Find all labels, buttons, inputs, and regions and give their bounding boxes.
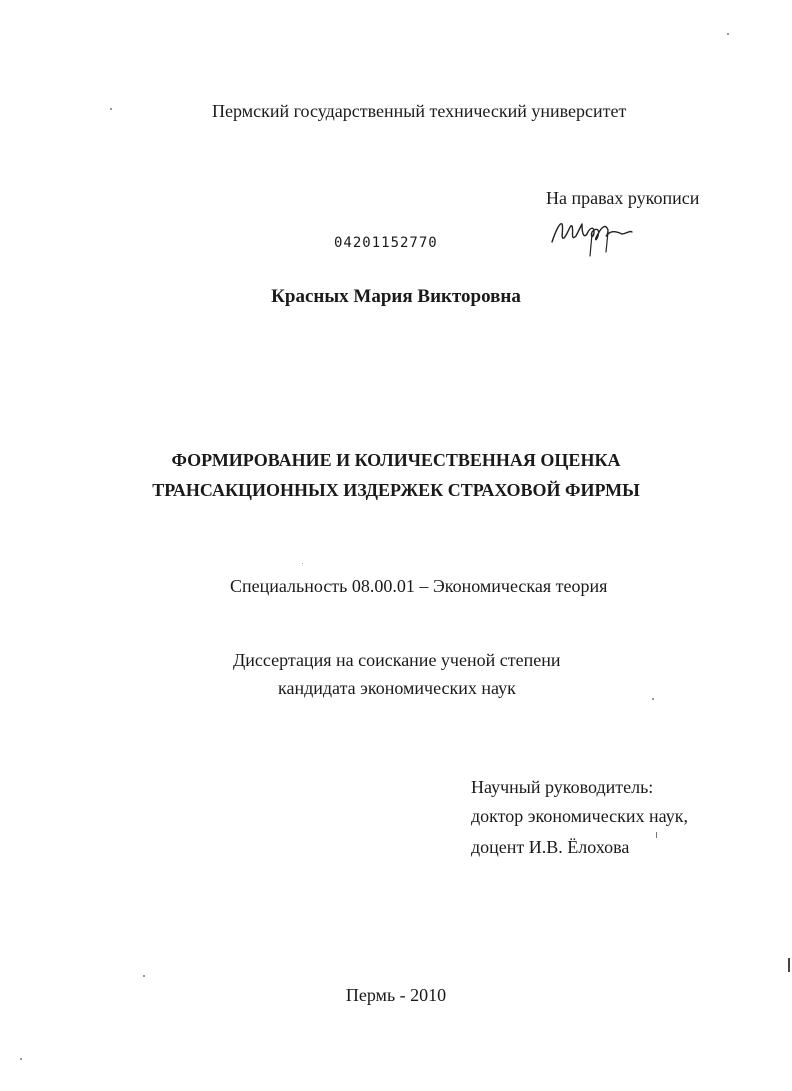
- scan-speck: [652, 698, 654, 700]
- scan-speck: [110, 108, 112, 110]
- university-name: Пермский государственный технический университет: [212, 101, 627, 121]
- scan-speck: [302, 563, 303, 564]
- author-name: Красных Мария Викторовна: [271, 286, 521, 307]
- registration-code: 04201152770: [334, 235, 438, 251]
- dissertation-title-line-2: ТРАНСАКЦИОННЫХ ИЗДЕРЖЕК СТРАХОВОЙ ФИРМЫ: [152, 480, 640, 500]
- manuscript-rights-note: На правах рукописи: [546, 188, 700, 208]
- scan-speck: [143, 975, 145, 977]
- supervisor-name: доцент И.В. Ёлохова: [471, 837, 630, 857]
- specialty: Специальность 08.00.01 – Экономическая теория: [230, 576, 608, 596]
- supervisor-label: Научный руководитель:: [471, 777, 654, 797]
- scan-speck: [727, 33, 729, 35]
- scan-speck: [788, 958, 790, 972]
- dissertation-degree-line-2: кандидата экономических наук: [278, 678, 516, 698]
- dissertation-degree-line-1: Диссертация на соискание ученой степени: [233, 650, 561, 670]
- supervisor-degree: доктор экономических наук,: [471, 806, 688, 826]
- handwritten-signature: [548, 212, 638, 262]
- city-year: Пермь - 2010: [345, 985, 447, 1005]
- scan-speck: [656, 832, 657, 838]
- scan-speck: [20, 1058, 22, 1060]
- dissertation-title-line-1: ФОРМИРОВАНИЕ И КОЛИЧЕСТВЕННАЯ ОЦЕНКА: [171, 450, 621, 470]
